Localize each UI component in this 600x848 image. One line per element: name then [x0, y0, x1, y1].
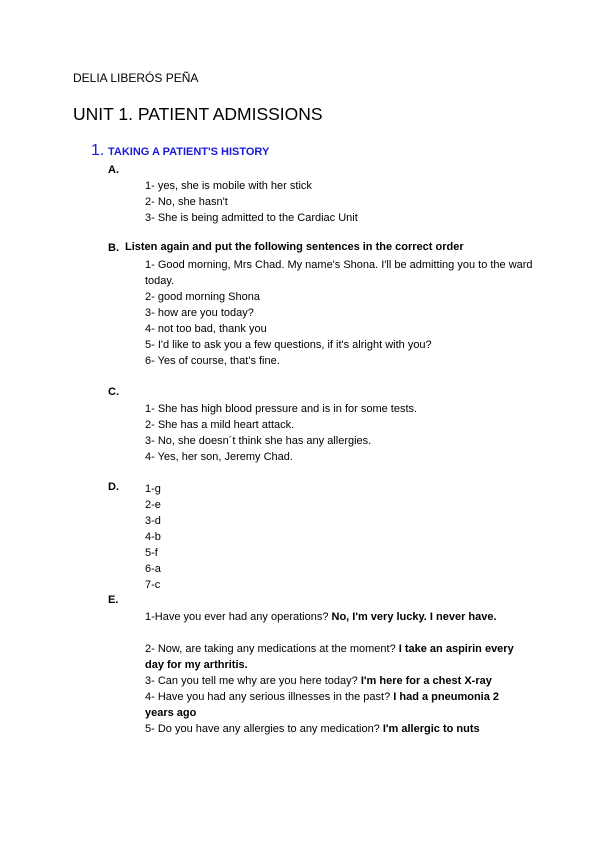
list-item: 3- how are you today?	[145, 307, 254, 319]
list-item: 1- yes, she is mobile with her stick	[145, 180, 312, 192]
list-item: 3- No, she doesn´t think she has any allergies.	[145, 435, 372, 447]
list-item: 1-g	[145, 483, 161, 495]
question-text: 3- Can you tell me why are you here today?	[145, 675, 361, 687]
list-item: 3-d	[145, 515, 161, 527]
unit-title: UNIT 1. PATIENT ADMISSIONS	[73, 104, 323, 124]
qa-item	[145, 609, 525, 625]
answer-text: I had a pneumonia 2 years ago	[145, 691, 500, 719]
qa-item	[145, 673, 492, 689]
list-item: 2- She has a mild heart attack.	[145, 419, 295, 431]
exercise-b-label: B.	[108, 242, 119, 254]
qa-item	[145, 641, 525, 673]
list-item: 5- I'd like to ask you a few questions, if it's alright with you?	[145, 339, 432, 351]
list-item: 4- Yes, her son, Jeremy Chad.	[145, 451, 293, 463]
list-item: 3- She is being admitted to the Cardiac Unit	[145, 212, 358, 224]
exercise-b-heading: Listen again and put the following sentences in the correct order	[125, 241, 464, 253]
list-item: 5-f	[145, 547, 158, 559]
question-text: 1-Have you ever had any operations?	[145, 611, 332, 623]
exercise-e-label: E.	[108, 594, 119, 606]
list-item: 6- Yes of course, that's fine.	[145, 355, 280, 367]
section-title: TAKING A PATIENT'S HISTORY	[108, 146, 270, 158]
question-text: 5- Do you have any allergies to any medication?	[145, 723, 383, 735]
question-text: 2- Now, are taking any medications at the moment?	[145, 643, 399, 655]
exercise-d-label: D.	[108, 481, 119, 493]
answer-text: I'm here for a chest X-ray	[360, 675, 492, 687]
list-item: 1- Good morning, Mrs Chad. My name's Shona. I'll be admitting you to the ward today.	[145, 259, 533, 287]
list-item: 6-a	[145, 563, 161, 575]
qa-item	[145, 689, 525, 721]
question-text: 4- Have you had any serious illnesses in the past?	[145, 691, 394, 703]
answer-text: No, I'm very lucky. I never have.	[331, 611, 497, 623]
list-item: 2- No, she hasn't	[145, 196, 228, 208]
list-item: 1- She has high blood pressure and is in for some tests.	[145, 403, 418, 415]
list-item: 4- not too bad, thank you	[145, 323, 267, 335]
exercise-c-label: C.	[108, 386, 119, 398]
list-item: 2- good morning Shona	[145, 291, 260, 303]
answer-text: I'm allergic to nuts	[382, 723, 480, 735]
exercise-a-label: A.	[108, 164, 119, 176]
section-number: 1.	[91, 142, 105, 159]
list-item: 7-c	[145, 579, 161, 591]
list-item: 2-e	[145, 499, 161, 511]
list-item: 4-b	[145, 531, 161, 543]
qa-item	[145, 721, 480, 737]
author-name: DELIA LIBERÓS PEÑA	[73, 71, 199, 85]
answer-text: I take an aspirin every day for my arthritis.	[145, 643, 514, 671]
